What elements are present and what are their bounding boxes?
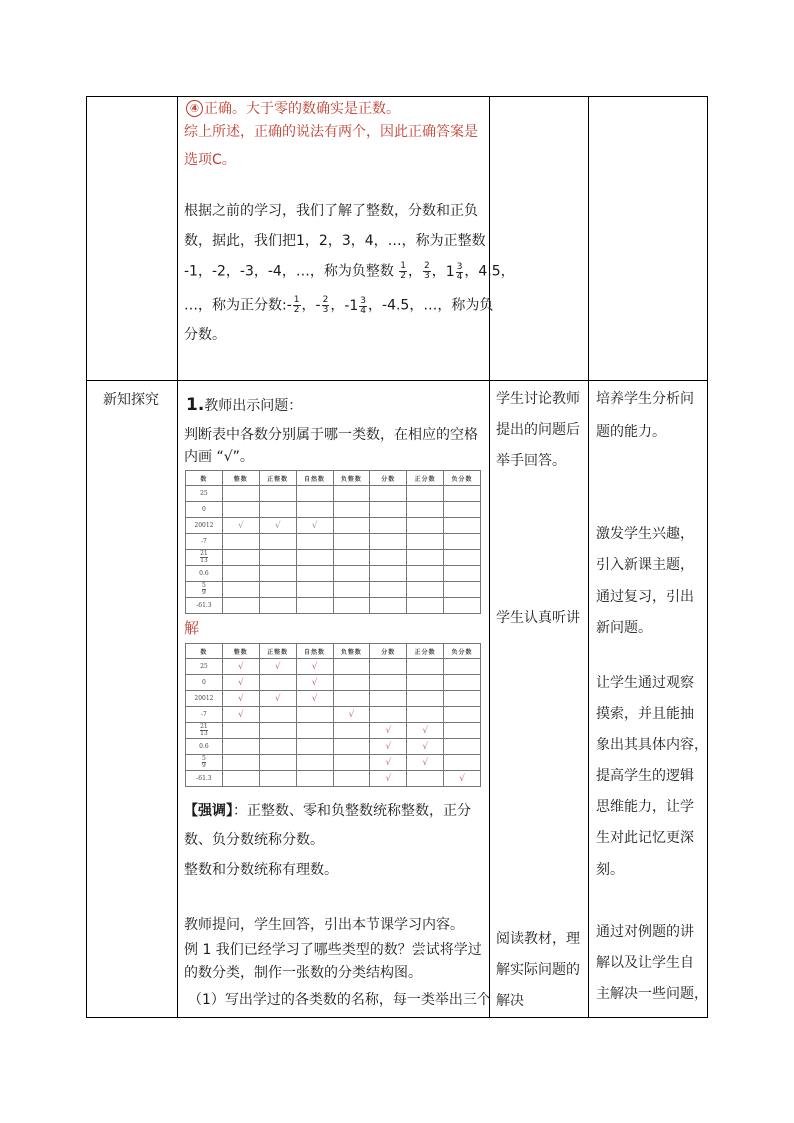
fraction: $\frac{2}{3}$ <box>322 295 329 315</box>
table-cell[interactable] <box>222 534 259 550</box>
review-line-5: 分数。 <box>184 327 226 343</box>
check-mark: √ <box>237 677 244 688</box>
check-mark: √ <box>422 725 429 736</box>
table-cell[interactable] <box>333 566 370 582</box>
table-cell[interactable] <box>407 659 444 675</box>
check-mark: √ <box>274 661 281 672</box>
table-cell[interactable] <box>444 550 481 566</box>
check-mark: √ <box>459 773 465 784</box>
mixed-number: -1 $\frac{3}{4}$ <box>344 295 367 316</box>
table-cell[interactable] <box>444 739 481 755</box>
design-intent-1: 培养学生分析问 <box>596 391 694 407</box>
table-row <box>186 723 481 739</box>
row-number: 20012 <box>186 691 223 707</box>
table-cell[interactable] <box>444 598 481 614</box>
check-mark: √ <box>311 693 318 704</box>
table-header-row <box>186 471 481 486</box>
table-cell[interactable] <box>333 675 370 691</box>
table-cell[interactable] <box>222 707 259 723</box>
table-cell[interactable] <box>370 518 407 534</box>
table-cell[interactable] <box>370 582 407 598</box>
row-number: $\frac{5}{9}$ <box>186 755 223 771</box>
row-number: 0.6 <box>186 566 223 582</box>
table-top-border <box>86 96 708 97</box>
table-cell[interactable] <box>444 534 481 550</box>
table-cell[interactable] <box>259 550 296 566</box>
table-cell[interactable] <box>222 550 259 566</box>
table-cell[interactable] <box>444 486 481 502</box>
design-intent-7: 让学生通过观察 <box>596 675 694 691</box>
question-table <box>185 470 481 614</box>
table-cell[interactable] <box>222 691 259 707</box>
table-cell[interactable] <box>259 566 296 582</box>
student-activity-4: 学生认真听讲 <box>496 610 580 626</box>
review-line-2: 数，据此，我们把1，2，3，4，…，称为正整数 <box>184 233 486 249</box>
table-row <box>186 739 481 755</box>
emphasis-line-3: 整数和分数统称有理数。 <box>184 862 338 878</box>
answer-table <box>185 643 481 787</box>
table-cell[interactable] <box>296 534 333 550</box>
table-cell[interactable] <box>222 723 259 739</box>
table-cell[interactable] <box>407 486 444 502</box>
table-cell[interactable] <box>370 707 407 723</box>
table-cell[interactable] <box>333 707 370 723</box>
answer-label: 解 <box>184 619 200 637</box>
row-number: 0.6 <box>186 739 223 755</box>
check-mark: √ <box>311 520 318 531</box>
column-header: 分数 <box>370 644 407 659</box>
table-cell[interactable] <box>333 723 370 739</box>
table-cell[interactable] <box>370 566 407 582</box>
table-cell[interactable] <box>296 771 333 787</box>
row-number: 0 <box>186 675 223 691</box>
table-row <box>186 518 481 534</box>
row-number: $\frac{21}{13}$ <box>186 550 223 566</box>
table-cell[interactable] <box>333 486 370 502</box>
table-cell[interactable] <box>222 675 259 691</box>
table-cell[interactable] <box>259 598 296 614</box>
table-cell[interactable] <box>407 502 444 518</box>
check-mark: √ <box>311 677 318 688</box>
table-cell[interactable] <box>259 502 296 518</box>
table-cell[interactable] <box>444 755 481 771</box>
table-cell[interactable] <box>296 598 333 614</box>
table-cell[interactable] <box>222 739 259 755</box>
table-cell[interactable] <box>296 723 333 739</box>
table-cell[interactable] <box>407 566 444 582</box>
table-row <box>186 566 481 582</box>
table-cell[interactable] <box>407 675 444 691</box>
example-line-1: 例 1 我们已经学习了哪些类型的数？尝试将学过 <box>184 942 482 958</box>
circled-number: ④ <box>186 100 203 117</box>
check-mark: √ <box>237 520 244 531</box>
mixed-number: 1 $\frac{3}{4}$ <box>445 261 463 282</box>
statement-4: ④ 正确。大于零的数确实是正数。 <box>186 100 400 118</box>
table-cell[interactable] <box>444 675 481 691</box>
table-cell[interactable] <box>444 582 481 598</box>
table-cell[interactable] <box>296 755 333 771</box>
table-cell[interactable] <box>259 691 296 707</box>
table-row <box>186 771 481 787</box>
table-cell[interactable] <box>222 566 259 582</box>
student-activity-5: 阅读教材，理 <box>496 931 580 947</box>
table-cell[interactable] <box>370 659 407 675</box>
col-divider-4 <box>707 96 708 1018</box>
table-cell[interactable] <box>333 771 370 787</box>
answer-line: 选项C。 <box>184 152 236 168</box>
table-row <box>186 691 481 707</box>
table-cell[interactable] <box>444 659 481 675</box>
design-intent-15: 解以及让学生自 <box>596 955 694 971</box>
check-mark: √ <box>385 741 392 752</box>
column-header: 数 <box>186 471 223 486</box>
table-cell[interactable] <box>259 486 296 502</box>
table-cell[interactable] <box>296 566 333 582</box>
table-cell[interactable] <box>407 739 444 755</box>
table-row <box>186 502 481 518</box>
design-intent-12: 生对此记忆更深 <box>596 830 694 846</box>
table-cell[interactable] <box>370 755 407 771</box>
table-row <box>186 550 481 566</box>
table-cell[interactable] <box>259 582 296 598</box>
table-cell[interactable] <box>407 598 444 614</box>
table-cell[interactable] <box>333 518 370 534</box>
student-activity-1: 学生讨论教师 <box>496 391 580 407</box>
table-cell[interactable] <box>407 550 444 566</box>
table-cell[interactable] <box>407 582 444 598</box>
design-intent-5: 通过复习，引出 <box>596 589 694 605</box>
check-mark: √ <box>237 709 244 720</box>
table-cell[interactable] <box>370 598 407 614</box>
table-cell[interactable] <box>444 771 481 787</box>
column-header: 自然数 <box>296 644 333 659</box>
table-cell[interactable] <box>296 550 333 566</box>
column-header: 负分数 <box>444 471 481 486</box>
table-header-row <box>186 644 481 659</box>
row-number: $\frac{21}{13}$ <box>186 723 223 739</box>
check-mark: √ <box>274 520 281 531</box>
section-label: 新知探究 <box>103 392 159 408</box>
emphasis-line-1: 【强调】：正整数、零和负整数统称整数，正分 <box>184 803 471 819</box>
design-intent-4: 引入新课主题， <box>596 557 694 573</box>
table-cell[interactable] <box>444 691 481 707</box>
row-number: 25 <box>186 659 223 675</box>
column-header: 数 <box>186 644 223 659</box>
row-number: -61.3 <box>186 771 223 787</box>
table-cell[interactable] <box>259 518 296 534</box>
table-cell[interactable] <box>444 502 481 518</box>
table-cell[interactable] <box>222 486 259 502</box>
check-mark: √ <box>274 693 281 704</box>
review-line-3: -1，-2，-3，-4，…，称为负整数 $\frac{1}{2}$ ， $\frac{2}{3}$ ， 1 $\frac{3}{4}$ ，4.5， <box>184 261 515 282</box>
row-number: 25 <box>186 486 223 502</box>
table-cell[interactable] <box>296 707 333 723</box>
design-intent-14: 通过对例题的讲 <box>596 924 694 940</box>
item-heading: 1.教师出示问题： <box>186 395 303 415</box>
check-mark: √ <box>385 757 392 768</box>
table-cell[interactable] <box>407 723 444 739</box>
table-cell[interactable] <box>333 550 370 566</box>
column-header: 正整数 <box>259 644 296 659</box>
row-divider <box>86 380 708 381</box>
table-cell[interactable] <box>222 659 259 675</box>
table-cell[interactable] <box>407 518 444 534</box>
table-cell[interactable] <box>259 739 296 755</box>
table-row <box>186 582 481 598</box>
check-mark: √ <box>422 741 429 752</box>
column-header: 正分数 <box>407 644 444 659</box>
check-mark: √ <box>385 725 392 736</box>
table-cell[interactable] <box>296 675 333 691</box>
column-header: 整数 <box>222 644 259 659</box>
design-intent-16: 主解决一些问题， <box>596 986 708 1002</box>
table-cell[interactable] <box>296 486 333 502</box>
table-cell[interactable] <box>222 502 259 518</box>
table-cell[interactable] <box>222 518 259 534</box>
table-cell[interactable] <box>296 518 333 534</box>
table-cell[interactable] <box>259 771 296 787</box>
student-activity-3: 举手回答。 <box>496 453 566 469</box>
table-cell[interactable] <box>333 598 370 614</box>
table-cell[interactable] <box>444 723 481 739</box>
row-number: -61.3 <box>186 598 223 614</box>
table-cell[interactable] <box>370 739 407 755</box>
table-cell[interactable] <box>407 755 444 771</box>
table-cell[interactable] <box>259 534 296 550</box>
design-intent-8: 摸索，并且能抽 <box>596 706 694 722</box>
table-cell[interactable] <box>407 534 444 550</box>
check-mark: √ <box>311 661 318 672</box>
table-cell[interactable] <box>333 502 370 518</box>
table-cell[interactable] <box>444 566 481 582</box>
design-intent-2: 题的能力。 <box>596 424 666 440</box>
design-intent-13: 刻。 <box>596 862 624 878</box>
student-activity-7: 解决 <box>496 993 524 1009</box>
table-cell[interactable] <box>259 755 296 771</box>
column-header: 负分数 <box>444 644 481 659</box>
column-header: 正整数 <box>259 471 296 486</box>
student-activity-6: 解实际问题的 <box>496 962 580 978</box>
table-cell[interactable] <box>444 518 481 534</box>
table-cell[interactable] <box>222 755 259 771</box>
table-cell[interactable] <box>296 582 333 598</box>
review-line-1: 根据之前的学习，我们了解了整数，分数和正负 <box>184 203 478 219</box>
table-cell[interactable] <box>333 534 370 550</box>
table-cell[interactable] <box>259 723 296 739</box>
table-cell[interactable] <box>296 739 333 755</box>
table-cell[interactable] <box>333 582 370 598</box>
row-number: -7 <box>186 707 223 723</box>
table-row <box>186 598 481 614</box>
design-intent-6: 新问题。 <box>596 620 652 636</box>
column-header: 整数 <box>222 471 259 486</box>
row-number: 0 <box>186 502 223 518</box>
fraction: $\frac{2}{3}$ <box>424 261 430 281</box>
table-cell[interactable] <box>370 486 407 502</box>
table-cell[interactable] <box>333 755 370 771</box>
question-line-1: 判断表中各数分别属于哪一类数，在相应的空格 <box>184 427 478 443</box>
table-row <box>186 755 481 771</box>
table-row <box>186 659 481 675</box>
table-cell[interactable] <box>407 691 444 707</box>
table-cell[interactable] <box>370 691 407 707</box>
table-cell[interactable] <box>296 502 333 518</box>
column-header: 自然数 <box>296 471 333 486</box>
design-intent-3: 激发学生兴趣， <box>596 526 694 542</box>
table-row <box>186 675 481 691</box>
example-line-2: 的数分类，制作一张数的分类结构图。 <box>184 965 422 981</box>
col-divider-2 <box>489 96 490 1018</box>
emphasis-line-2: 数、负分数统称分数。 <box>184 832 324 848</box>
table-row <box>186 486 481 502</box>
table-bottom-border <box>86 1017 708 1018</box>
column-header: 负整数 <box>333 471 370 486</box>
table-cell[interactable] <box>259 659 296 675</box>
column-header: 分数 <box>370 471 407 486</box>
column-header: 负整数 <box>333 644 370 659</box>
column-header: 正分数 <box>407 471 444 486</box>
table-cell[interactable] <box>370 675 407 691</box>
emphasis-label: 【强调】 <box>184 803 233 819</box>
example-line-3: （1）写出学过的各类数的名称，每一类举出三个 <box>188 992 491 1008</box>
table-cell[interactable] <box>222 598 259 614</box>
table-cell[interactable] <box>370 502 407 518</box>
table-cell[interactable] <box>407 707 444 723</box>
table-cell[interactable] <box>370 771 407 787</box>
table-cell[interactable] <box>333 691 370 707</box>
design-intent-9: 象出其具体内容， <box>596 737 708 753</box>
table-row <box>186 707 481 723</box>
check-mark: √ <box>385 773 392 784</box>
row-number: 20012 <box>186 518 223 534</box>
table-cell[interactable] <box>333 659 370 675</box>
col-divider-3 <box>588 96 589 1018</box>
table-cell[interactable] <box>444 707 481 723</box>
table-row <box>186 534 481 550</box>
col-divider-1 <box>177 96 178 1018</box>
check-mark: √ <box>422 757 429 768</box>
fraction: $\frac{1}{2}$ <box>400 261 407 281</box>
table-cell[interactable] <box>222 771 259 787</box>
design-intent-10: 提高学生的逻辑 <box>596 768 694 784</box>
table-cell[interactable] <box>222 582 259 598</box>
table-cell[interactable] <box>370 534 407 550</box>
table-cell[interactable] <box>333 739 370 755</box>
student-activity-2: 提出的问题后 <box>496 422 580 438</box>
check-mark: √ <box>237 661 244 672</box>
table-cell[interactable] <box>259 707 296 723</box>
col-divider-0 <box>86 96 87 1018</box>
review-line-4: …，称为正分数:- $\frac{1}{2}$ ，- $\frac{2}{3}$ ， -1 $\frac{3}{4}$ ，-4.5，…，称为负 <box>184 295 494 316</box>
check-mark: √ <box>348 709 355 720</box>
row-number: $\frac{5}{9}$ <box>186 582 223 598</box>
table-cell[interactable] <box>370 550 407 566</box>
summary-line: 综上所述，正确的说法有两个，因此正确答案是 <box>184 124 478 140</box>
table-cell[interactable] <box>259 675 296 691</box>
teacher-line-1: 教师提问，学生回答，引出本节课学习内容。 <box>184 917 464 933</box>
table-cell[interactable] <box>370 723 407 739</box>
design-intent-11: 思维能力，让学 <box>596 799 694 815</box>
fraction: $\frac{1}{2}$ <box>293 295 300 315</box>
item-number: 1. <box>186 395 205 415</box>
check-mark: √ <box>237 693 244 704</box>
table-cell[interactable] <box>296 691 333 707</box>
question-line-2: 内画 “√”。 <box>184 449 254 465</box>
table-cell[interactable] <box>296 659 333 675</box>
table-cell[interactable] <box>407 771 444 787</box>
row-number: -7 <box>186 534 223 550</box>
